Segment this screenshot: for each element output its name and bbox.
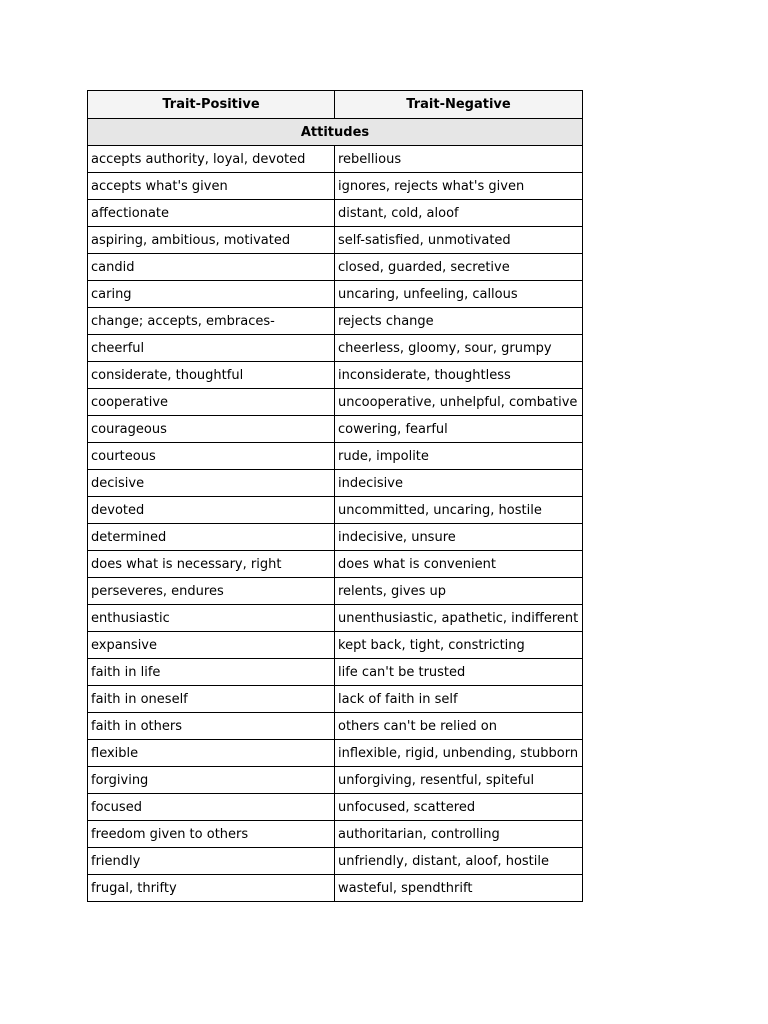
- trait-negative-cell: lack of faith in self: [335, 686, 583, 713]
- trait-positive-cell: cheerful: [88, 335, 335, 362]
- table-row: [88, 848, 583, 875]
- trait-negative-cell: indecisive: [335, 470, 583, 497]
- trait-negative-cell: distant, cold, aloof: [335, 200, 583, 227]
- trait-negative-cell: cheerless, gloomy, sour, grumpy: [335, 335, 583, 362]
- trait-positive-cell: decisive: [88, 470, 335, 497]
- table-row: [88, 146, 583, 173]
- trait-negative-cell: unfocused, scattered: [335, 794, 583, 821]
- trait-table: [87, 90, 583, 902]
- header-trait-negative: Trait-Negative: [335, 91, 583, 119]
- trait-negative-cell: rebellious: [335, 146, 583, 173]
- trait-negative-cell: life can't be trusted: [335, 659, 583, 686]
- trait-positive-cell: caring: [88, 281, 335, 308]
- table-row: [88, 686, 583, 713]
- trait-positive-cell: does what is necessary, right: [88, 551, 335, 578]
- trait-positive-cell: flexible: [88, 740, 335, 767]
- trait-negative-cell: authoritarian, controlling: [335, 821, 583, 848]
- trait-positive-cell: forgiving: [88, 767, 335, 794]
- trait-positive-cell: candid: [88, 254, 335, 281]
- trait-positive-cell: courageous: [88, 416, 335, 443]
- table-row: [88, 632, 583, 659]
- trait-positive-cell: accepts authority, loyal, devoted: [88, 146, 335, 173]
- table-row: [88, 578, 583, 605]
- trait-positive-cell: enthusiastic: [88, 605, 335, 632]
- table-row: [88, 470, 583, 497]
- header-row: [88, 91, 583, 119]
- table-row: [88, 497, 583, 524]
- trait-negative-cell: wasteful, spendthrift: [335, 875, 583, 902]
- trait-positive-cell: freedom given to others: [88, 821, 335, 848]
- table-row: [88, 713, 583, 740]
- table-row: [88, 605, 583, 632]
- table-row: [88, 254, 583, 281]
- table-row: [88, 794, 583, 821]
- trait-positive-cell: determined: [88, 524, 335, 551]
- table-row: [88, 281, 583, 308]
- trait-negative-cell: uncommitted, uncaring, hostile: [335, 497, 583, 524]
- trait-negative-cell: indecisive, unsure: [335, 524, 583, 551]
- trait-negative-cell: uncooperative, unhelpful, combative: [335, 389, 583, 416]
- trait-positive-cell: considerate, thoughtful: [88, 362, 335, 389]
- trait-negative-cell: uncaring, unfeeling, callous: [335, 281, 583, 308]
- table-row: [88, 362, 583, 389]
- table-row: [88, 200, 583, 227]
- trait-positive-cell: courteous: [88, 443, 335, 470]
- trait-positive-cell: aspiring, ambitious, motivated: [88, 227, 335, 254]
- trait-negative-cell: others can't be relied on: [335, 713, 583, 740]
- trait-negative-cell: does what is convenient: [335, 551, 583, 578]
- trait-positive-cell: expansive: [88, 632, 335, 659]
- table-row: [88, 308, 583, 335]
- table-row: [88, 335, 583, 362]
- trait-positive-cell: affectionate: [88, 200, 335, 227]
- trait-positive-cell: faith in oneself: [88, 686, 335, 713]
- header-trait-positive: Trait-Positive: [88, 91, 335, 119]
- trait-negative-cell: rejects change: [335, 308, 583, 335]
- trait-negative-cell: relents, gives up: [335, 578, 583, 605]
- trait-negative-cell: unfriendly, distant, aloof, hostile: [335, 848, 583, 875]
- table-row: [88, 416, 583, 443]
- trait-positive-cell: perseveres, endures: [88, 578, 335, 605]
- table-row: [88, 443, 583, 470]
- trait-negative-cell: unforgiving, resentful, spiteful: [335, 767, 583, 794]
- section-title: Attitudes: [88, 119, 583, 146]
- trait-positive-cell: friendly: [88, 848, 335, 875]
- trait-positive-cell: accepts what's given: [88, 173, 335, 200]
- trait-positive-cell: devoted: [88, 497, 335, 524]
- trait-negative-cell: ignores, rejects what's given: [335, 173, 583, 200]
- trait-positive-cell: faith in life: [88, 659, 335, 686]
- table-row: [88, 173, 583, 200]
- trait-negative-cell: cowering, fearful: [335, 416, 583, 443]
- trait-negative-cell: rude, impolite: [335, 443, 583, 470]
- table-row: [88, 524, 583, 551]
- table-row: [88, 389, 583, 416]
- trait-negative-cell: unenthusiastic, apathetic, indifferent: [335, 605, 583, 632]
- trait-negative-cell: self-satisfied, unmotivated: [335, 227, 583, 254]
- table-row: [88, 767, 583, 794]
- trait-positive-cell: focused: [88, 794, 335, 821]
- trait-negative-cell: inflexible, rigid, unbending, stubborn: [335, 740, 583, 767]
- trait-positive-cell: cooperative: [88, 389, 335, 416]
- trait-positive-cell: frugal, thrifty: [88, 875, 335, 902]
- trait-positive-cell: faith in others: [88, 713, 335, 740]
- trait-negative-cell: inconsiderate, thoughtless: [335, 362, 583, 389]
- section-row-attitudes: [88, 119, 583, 146]
- table-row: [88, 875, 583, 902]
- table-row: [88, 740, 583, 767]
- table-row: [88, 659, 583, 686]
- table-row: [88, 227, 583, 254]
- table-row: [88, 821, 583, 848]
- table-row: [88, 551, 583, 578]
- trait-negative-cell: closed, guarded, secretive: [335, 254, 583, 281]
- trait-positive-cell: change; accepts, embraces-: [88, 308, 335, 335]
- trait-negative-cell: kept back, tight, constricting: [335, 632, 583, 659]
